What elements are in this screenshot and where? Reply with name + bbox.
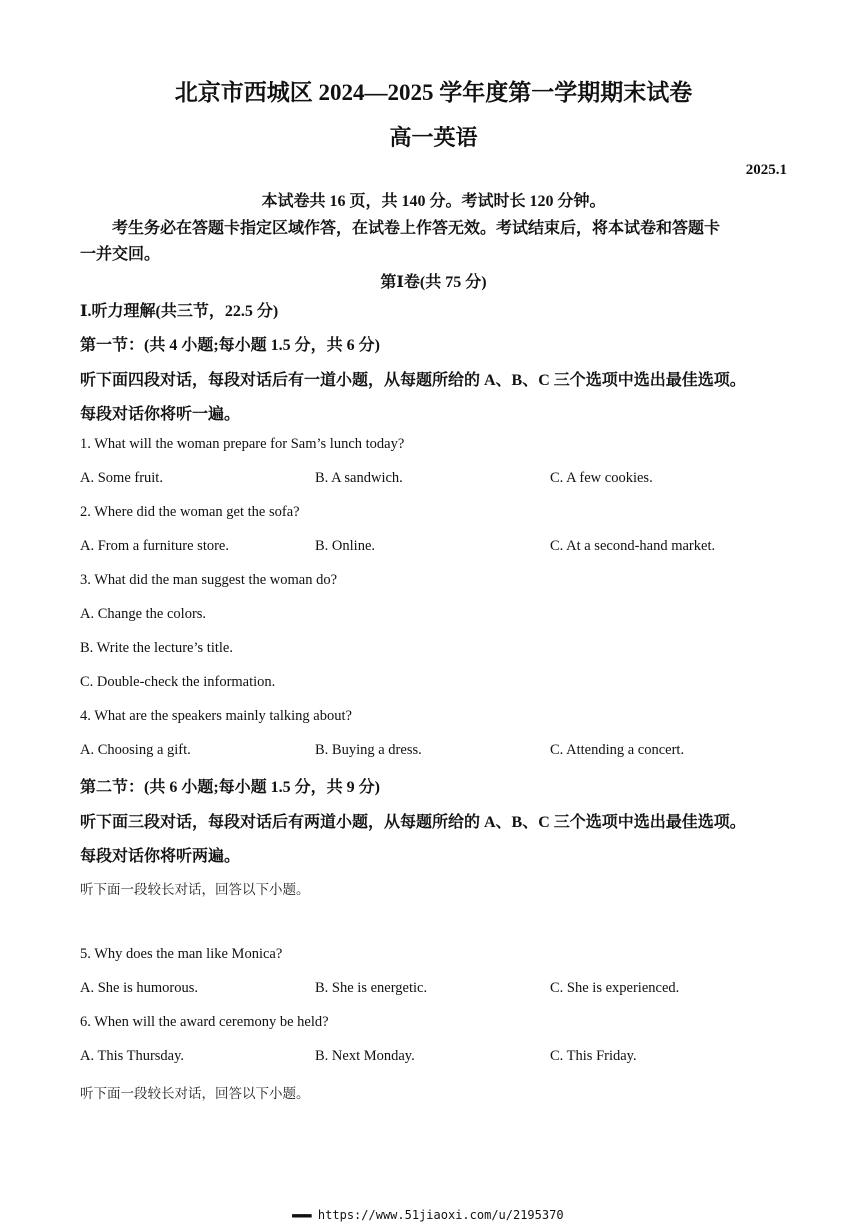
q5-option-b: B. She is energetic. xyxy=(315,980,428,996)
q2-option-c: C. At a second-hand market. xyxy=(550,538,716,554)
q3-option-a: A. Change the colors. xyxy=(80,606,207,622)
question-4: 4. What are the speakers mainly talking about? xyxy=(80,708,352,724)
section2-instruction-2: 每段对话你将听两遍。 xyxy=(80,848,241,865)
question-5: 5. Why does the man like Monica? xyxy=(80,946,283,962)
volume-heading: 第Ⅰ卷(共 75 分) xyxy=(380,274,487,291)
q4-option-a: A. Choosing a gift. xyxy=(80,742,191,758)
question-3: 3. What did the man suggest the woman do? xyxy=(80,572,338,588)
question-6: 6. When will the award ceremony be held? xyxy=(80,1014,329,1030)
q5-option-c: C. She is experienced. xyxy=(550,980,680,996)
exam-date: 2025.1 xyxy=(745,162,787,178)
section2-heading: 第二节：(共 6 小题;每小题 1.5 分，共 9 分) xyxy=(80,779,380,796)
q4-option-c: C. Attending a concert. xyxy=(550,742,685,758)
footer xyxy=(292,1208,564,1222)
part-heading: Ⅰ.听力理解(共三节，22.5 分) xyxy=(80,303,279,320)
footer-watermark-mark: ▬▬▬ xyxy=(292,1208,311,1222)
intro-line-3: 一并交回。 xyxy=(80,246,161,263)
q2-option-b: B. Online. xyxy=(315,538,376,554)
exam-title: 北京市西城区 2024—2025 学年度第一学期期末试卷 xyxy=(174,80,693,105)
q1-option-c: C. A few cookies. xyxy=(550,470,653,486)
intro-line-1: 本试卷共 16 页，共 140 分。考试时长 120 分钟。 xyxy=(261,193,606,210)
q1-option-b: B. A sandwich. xyxy=(315,470,403,486)
q3-option-b: B. Write the lecture’s title. xyxy=(80,640,233,656)
question-2: 2. Where did the woman get the sofa? xyxy=(80,504,300,520)
section2-note-1: 听下面一段较长对话，回答以下小题。 xyxy=(80,882,310,897)
section1-heading: 第一节：(共 4 小题;每小题 1.5 分，共 6 分) xyxy=(80,337,380,354)
section1-instruction-1: 听下面四段对话，每段对话后有一道小题，从每题所给的 A、B、C 三个选项中选出最佳选项。 xyxy=(80,372,746,389)
section2-instruction-1: 听下面三段对话，每段对话后有两道小题，从每题所给的 A、B、C 三个选项中选出最佳选项。 xyxy=(80,814,746,831)
section1-instruction-2: 每段对话你将听一遍。 xyxy=(80,406,241,423)
q1-option-a: A. Some fruit. xyxy=(80,470,163,486)
question-1: 1. What will the woman prepare for Sam’s lunch today? xyxy=(80,436,405,452)
q6-option-c: C. This Friday. xyxy=(550,1048,637,1064)
intro-line-2: 考生务必在答题卡指定区域作答，在试卷上作答无效。考试结束后，将本试卷和答题卡 xyxy=(112,220,721,237)
q2-option-a: A. From a furniture store. xyxy=(80,538,229,554)
q3-option-c: C. Double-check the information. xyxy=(80,674,276,690)
q5-option-a: A. She is humorous. xyxy=(80,980,199,996)
q4-option-b: B. Buying a dress. xyxy=(315,742,422,758)
q6-option-a: A. This Thursday. xyxy=(80,1048,185,1064)
exam-subtitle: 高一英语 xyxy=(389,125,478,150)
q6-option-b: B. Next Monday. xyxy=(315,1048,415,1064)
footer-url-link[interactable]: https://www.51jiaoxi.com/u/2195370 xyxy=(317,1208,564,1222)
section2-note-2: 听下面一段较长对话，回答以下小题。 xyxy=(80,1086,310,1101)
